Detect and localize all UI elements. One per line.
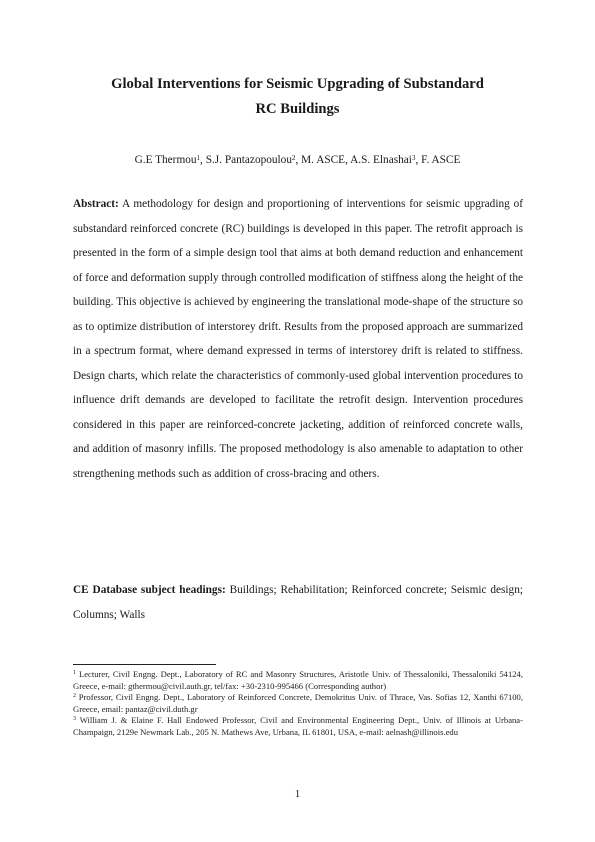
footnote-item <box>73 692 523 715</box>
subject-headings-label: CE Database subject headings: <box>73 584 226 596</box>
footnote-text: Professor, Civil Engng. Dept., Laboratory of Reinforced Concrete, Demokritus Univ. of Thrace, Vas. Sofias 12, Xanthi 67100, Greece, email: pantaz@civil.duth.gr <box>73 692 523 714</box>
abstract-paragraph <box>73 192 523 487</box>
author-suffix: , F. ASCE <box>415 154 461 166</box>
footnotes <box>73 669 523 739</box>
footnote-text: Lecturer, Civil Engng. Dept., Laboratory of RC and Masonry Structures, Aristotle Univ. of Thessaloniki, Thessaloniki 54124, Greece, e-mail: gthermou@civil.auth.gr, tel/fax: +30-2310-995466 (Corresponding author) <box>73 669 523 691</box>
footnote-mark: 3 <box>73 716 76 723</box>
author-name: S.J. Pantazopoulou <box>205 154 292 166</box>
footnote-item <box>73 715 523 738</box>
title-line-2: RC Buildings <box>255 101 340 117</box>
abstract-text: A methodology for design and proportioning of interventions for seismic upgrading of substandard reinforced concrete (RC) buildings is developed in this paper. The retrofit approach is presented in the form of a simple design tool that aims at both demand reduction and enhancement of force and deformation supply through controlled modification of stiffness along the height of the building. This objective is achieved by engineering the translational mode-shape of the structure so as to optimize distribution of interstorey drift. Results from the proposed approach are summarized in a spectrum format, where demand expressed in terms of interstorey drift is related to stiffness. Design charts, which relate the characteristics of commonly-used global intervention procedures to influence drift demands are developed to facilitate the retrofit design. Intervention procedures considered in this paper are reinforced-concrete jacketing, addition of reinforced concrete walls, and addition of masonry infills. The proposed methodology is also amenable to adaptation to other strengthening methods such as addition of cross-bracing and others. <box>73 198 523 481</box>
author-name: A.S. Elnashai <box>350 154 412 166</box>
paper-title <box>60 72 535 122</box>
author-suffix: , <box>200 154 206 166</box>
affiliation-mark: 1 <box>196 154 201 162</box>
affiliation-mark: 3 <box>411 154 416 162</box>
title-line-1: Global Interventions for Seismic Upgrading of Substandard <box>111 76 484 92</box>
footnote-divider <box>73 664 216 665</box>
footnote-mark: 1 <box>73 670 76 676</box>
page-number: 1 <box>294 788 301 800</box>
abstract-label: Abstract: <box>73 198 119 210</box>
footnote-text: William J. & Elaine F. Hall Endowed Professor, Civil and Environmental Engineering Dept., Univ. of Illinois at Urbana-Champaign, 2129e Newmark Lab., 205 N. Mathews Ave, Urbana, IL 61801, USA, e-mail: aelnash@illinois.edu <box>73 715 523 737</box>
author-name: G.E Thermou <box>134 154 197 166</box>
footnote-mark: 2 <box>73 693 76 700</box>
author-list <box>60 152 535 168</box>
footnote-item <box>73 669 523 692</box>
subject-headings-text: Buildings; Rehabilitation; Reinforced concrete; Seismic design; Columns; Walls <box>73 584 523 621</box>
author-suffix: , M. ASCE, <box>295 154 351 166</box>
affiliation-mark: 2 <box>291 154 296 162</box>
subject-headings <box>73 578 523 627</box>
